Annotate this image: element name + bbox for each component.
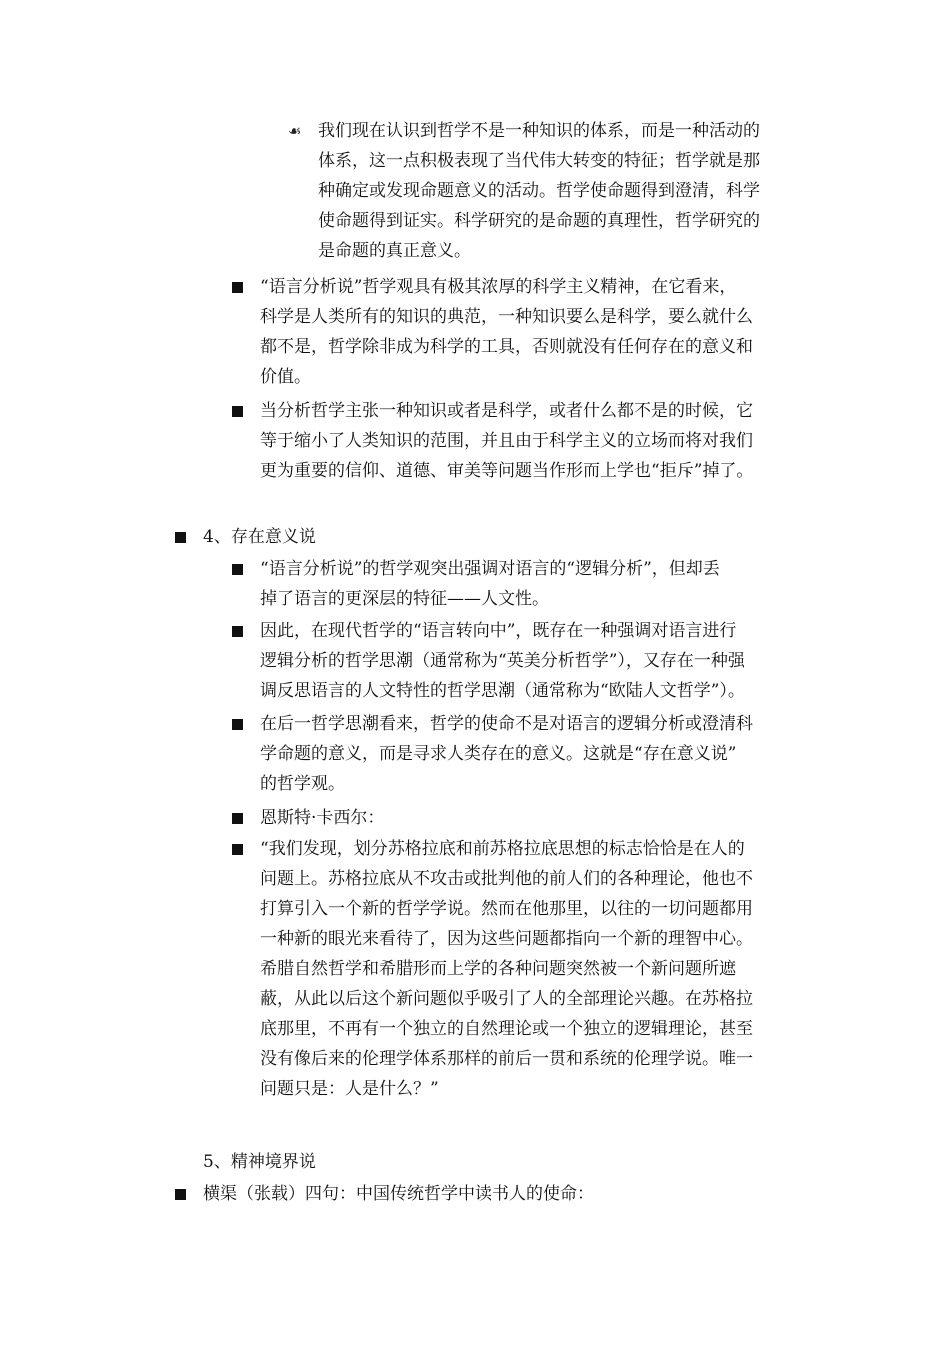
text-line: 价值。 (260, 367, 311, 387)
bullet-paragraph (260, 272, 810, 392)
square-bullet-icon (232, 406, 243, 417)
text-line: 掉了语言的更深层的特征——人文性。 (260, 589, 549, 609)
text-line: 没有像后来的伦理学体系那样的前后一贯和系统的伦理学说。唯一 (260, 1049, 753, 1069)
text-line: “我们发现，划分苏格拉底和前苏格拉底思想的标志恰恰是在人的 (260, 839, 745, 859)
swirl-bullet-icon: ☙ (288, 122, 302, 140)
text-line: 的哲学观。 (260, 774, 345, 794)
text-line: 蔽，从此以后这个新问题似乎吸引了人的全部理论兴趣。在苏格拉 (260, 989, 753, 1009)
text-line: 是命题的真正意义。 (318, 241, 471, 261)
text-line: “语言分析说”的哲学观突出强调对语言的“逻辑分析”，但却丢 (260, 559, 720, 579)
text-line: 在后一哲学思潮看来，哲学的使命不是对语言的逻辑分析或澄清科 (260, 714, 753, 734)
text-line: 科学是人类所有的知识的典范，一种知识要么是科学，要么就什么 (260, 307, 753, 327)
text-line: 横渠（张载）四句：中国传统哲学中读书人的使命： (203, 1184, 594, 1204)
bullet-paragraph (260, 554, 810, 614)
square-bullet-icon (232, 719, 243, 730)
text-line: 种确定或发现命题意义的活动。哲学使命题得到澄清，科学 (318, 181, 760, 201)
square-bullet-icon (232, 564, 243, 575)
text-line: 问题只是：人是什么？” (260, 1079, 439, 1099)
text-line: 使命题得到证实。科学研究的是命题的真理性，哲学研究的 (318, 211, 760, 231)
bullet-paragraph (260, 616, 810, 706)
square-bullet-icon (232, 626, 243, 637)
text-line: 希腊自然哲学和希腊形而上学的各种问题突然被一个新问题所遮 (260, 959, 736, 979)
text-line: 因此，在现代哲学的“语言转向中”，既存在一种强调对语言进行 (260, 621, 737, 641)
text-line: “语言分析说”哲学观具有极其浓厚的科学主义精神，在它看来， (260, 277, 737, 297)
bullet-paragraph (260, 396, 810, 486)
square-bullet-icon (175, 532, 186, 543)
square-bullet-icon (232, 282, 243, 293)
section-heading (203, 1147, 603, 1177)
text-line: 逻辑分析的哲学思潮（通常称为“英美分析哲学”），又存在一种强 (260, 651, 745, 671)
text-line: 我们现在认识到哲学不是一种知识的体系，而是一种活动的 (318, 121, 760, 141)
text-line: 更为重要的信仰、道德、审美等问题当作形而上学也“拒斥”掉了。 (260, 461, 754, 481)
text-line: 4、存在意义说 (203, 527, 316, 547)
text-line: 调反思语言的人文特性的哲学思潮（通常称为“欧陆人文哲学”）。 (260, 681, 745, 701)
quote-paragraph (260, 834, 810, 1104)
section-heading (203, 522, 603, 552)
square-bullet-icon (232, 813, 243, 824)
bullet-paragraph (203, 1179, 803, 1209)
text-line: 5、精神境界说 (203, 1152, 316, 1172)
text-line: 等于缩小了人类知识的范围，并且由于科学主义的立场而将对我们 (260, 431, 753, 451)
text-line: 学命题的意义，而是寻求人类存在的意义。这就是“存在意义说” (260, 744, 737, 764)
square-bullet-icon (175, 1189, 186, 1200)
bullet-paragraph (260, 803, 810, 833)
text-line: 都不是，哲学除非成为科学的工具，否则就没有任何存在的意义和 (260, 337, 753, 357)
sub-bullet-text (318, 116, 810, 266)
bullet-paragraph (260, 709, 810, 799)
square-bullet-icon (232, 844, 243, 855)
text-line: 一种新的眼光来看待了，因为这些问题都指向一个新的理智中心。 (260, 929, 753, 949)
text-line: 恩斯特·卡西尔： (260, 808, 385, 828)
text-line: 当分析哲学主张一种知识或者是科学，或者什么都不是的时候，它 (260, 401, 753, 421)
text-line: 问题上。苏格拉底从不攻击或批判他的前人们的各种理论，他也不 (260, 869, 753, 889)
text-line: 打算引入一个新的哲学学说。然而在他那里，以往的一切问题都用 (260, 899, 753, 919)
text-line: 体系，这一点积极表现了当代伟大转变的特征；哲学就是那 (318, 151, 760, 171)
text-line: 底那里，不再有一个独立的自然理论或一个独立的逻辑理论，甚至 (260, 1019, 753, 1039)
